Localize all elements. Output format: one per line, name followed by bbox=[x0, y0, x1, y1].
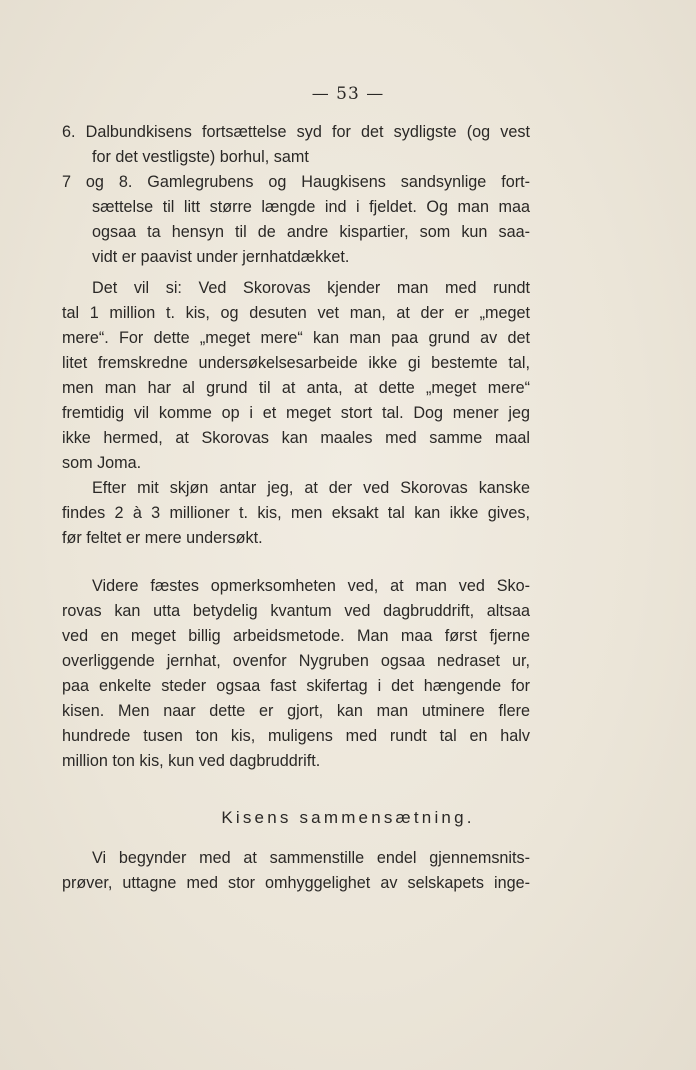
text-line: prøver, uttagne med stor omhyggelighet av selskapets inge- bbox=[62, 874, 530, 892]
text-line: fremtidig vil komme op i et meget stort tal. Dog mener jeg bbox=[62, 404, 530, 422]
list-item-7-8 bbox=[62, 170, 530, 270]
text-line: mere“. For dette „meget mere“ kan man paa grund av det bbox=[62, 329, 530, 347]
text-line: men man har al grund til at anta, at dette „meget mere“ bbox=[62, 379, 530, 397]
section-heading: Kisens sammensætning. bbox=[221, 808, 475, 827]
text-line: Videre fæstes opmerksomheten ved, at man ved Sko- bbox=[92, 577, 530, 595]
text-line: for det vestligste) borhul, samt bbox=[92, 148, 309, 166]
paragraph bbox=[62, 574, 530, 774]
paragraph bbox=[62, 476, 530, 551]
text-line: ogsaa ta hensyn til de andre kispartier, som kun saa- bbox=[92, 223, 530, 241]
text-line: Efter mit skjøn antar jeg, at der ved Skorovas kanske bbox=[92, 479, 530, 497]
text-line: overliggende jernhat, ovenfor Nygruben ogsaa nedraset ur, bbox=[62, 652, 530, 670]
text-line: findes 2 à 3 millioner t. kis, men eksakt tal kan ikke gives, bbox=[62, 504, 530, 522]
text-line: før feltet er mere undersøkt. bbox=[62, 529, 263, 547]
text-line: 7 og 8. Gamlegrubens og Haugkisens sandsynlige fort- bbox=[62, 173, 530, 191]
text-line: rovas kan utta betydelig kvantum ved dagbruddrift, altsaa bbox=[62, 602, 530, 620]
text-line: million ton kis, kun ved dagbruddrift. bbox=[62, 752, 321, 770]
text-line: vidt er paavist under jernhatdækket. bbox=[92, 248, 350, 266]
text-line: ved en meget billig arbeidsmetode. Man maa først fjerne bbox=[62, 627, 530, 645]
text-line: Vi begynder med at sammenstille endel gjennemsnits- bbox=[92, 849, 530, 867]
paragraph bbox=[62, 846, 530, 896]
text-line: 6. Dalbundkisens fortsættelse syd for det sydligste (og vest bbox=[62, 123, 530, 141]
text-line: ikke hermed, at Skorovas kan maales med samme maal bbox=[62, 429, 530, 447]
text-line: Det vil si: Ved Skorovas kjender man med rundt bbox=[92, 279, 530, 297]
text-line: paa enkelte steder ogsaa fast skifertag i det hængende for bbox=[62, 677, 530, 695]
text-line: litet fremskredne undersøkelsesarbeide ikke gi bestemte tal, bbox=[62, 354, 530, 372]
text-line: hundrede tusen ton kis, muligens med rundt tal en halv bbox=[62, 727, 530, 745]
paragraph bbox=[62, 276, 530, 476]
text-line: tal 1 million t. kis, og desuten vet man, at der er „meget bbox=[62, 304, 530, 322]
text-line: kisen. Men naar dette er gjort, kan man utminere flere bbox=[62, 702, 530, 720]
text-line: som Joma. bbox=[62, 454, 142, 472]
text-line: sættelse til litt større længde ind i fjeldet. Og man maa bbox=[92, 198, 530, 216]
page-number: — 53 — bbox=[311, 84, 385, 104]
list-item-6 bbox=[62, 120, 530, 170]
